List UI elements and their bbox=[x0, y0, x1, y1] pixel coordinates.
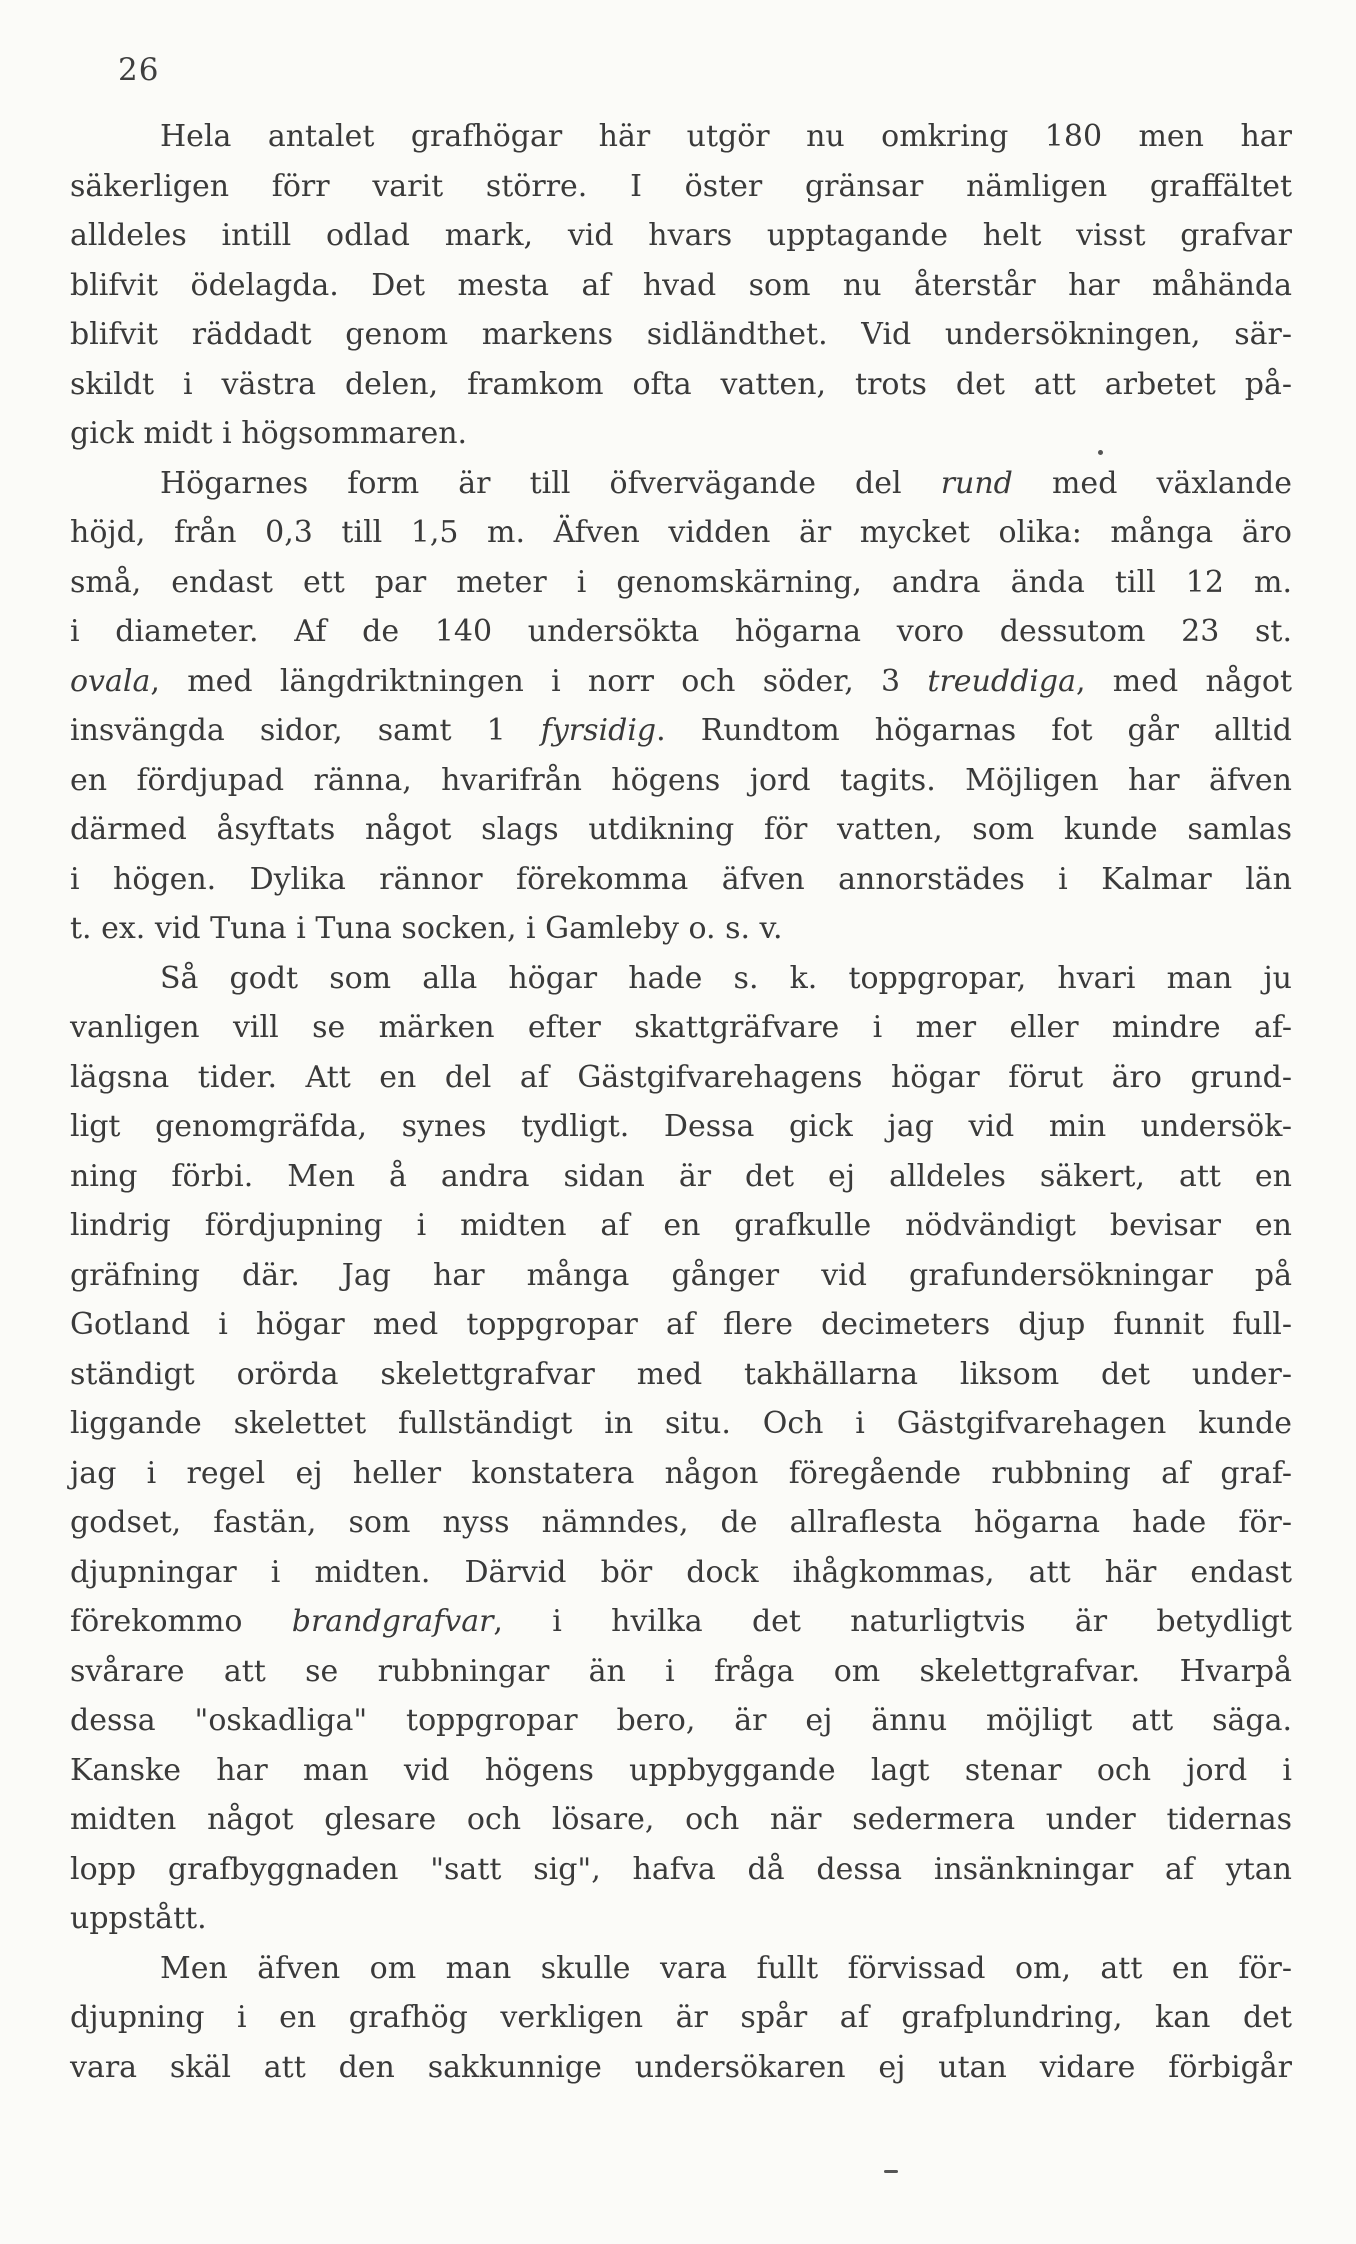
text-line bbox=[70, 706, 1292, 756]
text-line: blifvit räddadt genom markens sidländthet. Vid undersökningen, sär- bbox=[70, 317, 1292, 352]
ink-speck bbox=[1098, 450, 1103, 455]
text-line: Gotland i högar med toppgropar af flere decimeters djup funnit full- bbox=[70, 1307, 1292, 1342]
text-line: Hela antalet grafhögar här utgör nu omkring 180 men har bbox=[160, 119, 1292, 154]
text-line: gräfning där. Jag har många gånger vid grafundersökningar på bbox=[70, 1257, 1292, 1293]
text-segment: . Rundtom högarnas fot går alltid bbox=[656, 713, 1292, 748]
text-segment: med växlande bbox=[1012, 465, 1293, 501]
text-line: Men äfven om man skulle vara fullt förvissad om, att en för- bbox=[160, 1950, 1292, 1986]
text-line: djupning i en grafhög verkligen är spår af grafplundring, kan det bbox=[70, 2000, 1292, 2035]
text-line: svårare att se rubbningar än i fråga om skelettgrafvar. Hvarpå bbox=[70, 1653, 1292, 1689]
text-line: säkerligen förr varit större. I öster gränsar nämligen graffältet bbox=[70, 168, 1292, 204]
text-line: ligt genomgräfda, synes tydligt. Dessa gick jag vid min undersök- bbox=[70, 1109, 1292, 1144]
text-line: Så godt som alla högar hade s. k. toppgropar, hvari man ju bbox=[160, 960, 1292, 996]
text-segment: , med något bbox=[1075, 663, 1292, 699]
italic-term: ovala bbox=[70, 663, 151, 699]
text-line: en fördjupad ränna, hvarifrån högens jord tagits. Möjligen har äfven bbox=[70, 762, 1292, 798]
text-line: lopp grafbyggnaden "satt sig", hafva då dessa insänkningar af ytan bbox=[70, 1851, 1292, 1887]
text-line: gick midt i högsommaren. bbox=[70, 416, 468, 451]
text-line: dessa "oskadliga" toppgropar bero, är ej ännu möjligt att säga. bbox=[70, 1703, 1292, 1738]
text-line: skildt i västra delen, framkom ofta vatten, trots det att arbetet på- bbox=[70, 366, 1292, 402]
ink-speck bbox=[884, 2170, 898, 2173]
text-line bbox=[70, 657, 1292, 707]
text-line: alldeles intill odlad mark, vid hvars upptagande helt visst grafvar bbox=[70, 218, 1292, 253]
text-line: lägsna tider. Att en del af Gästgifvarehagens högar förut äro grund- bbox=[70, 1059, 1292, 1095]
text-line: liggande skelettet fullständigt in situ. Och i Gästgifvarehagen kunde bbox=[70, 1406, 1292, 1441]
text-segment: , i hvilka det naturligtvis är betydligt bbox=[493, 1604, 1292, 1639]
italic-term: fyrsidig bbox=[540, 713, 657, 748]
text-line: jag i regel ej heller konstatera någon föregående rubbning af graf- bbox=[70, 1455, 1292, 1491]
text-line: därmed åsyftats något slags utdikning för vatten, som kunde samlas bbox=[70, 812, 1292, 847]
text-segment: förekommo bbox=[70, 1604, 292, 1639]
text-line: höjd, från 0,3 till 1,5 m. Äfven vidden är mycket olika: många äro bbox=[70, 515, 1292, 550]
text-line: uppstått. bbox=[70, 1901, 207, 1936]
text-line bbox=[70, 1597, 1292, 1647]
text-line: vara skäl att den sakkunnige undersökaren ej utan vidare förbigår bbox=[70, 2049, 1292, 2085]
italic-term: brandgrafvar bbox=[291, 1604, 494, 1639]
text-line: blifvit ödelagda. Det mesta af hvad som nu återstår har måhända bbox=[70, 267, 1292, 303]
text-line: ning förbi. Men å andra sidan är det ej alldeles säkert, att en bbox=[70, 1158, 1292, 1194]
text-segment: , med längdriktningen i norr och söder, 3 bbox=[150, 663, 928, 699]
text-line: i diameter. Af de 140 undersökta högarna voro dessutom 23 st. bbox=[70, 614, 1292, 649]
italic-term: rund bbox=[940, 465, 1013, 501]
text-line: godset, fastän, som nyss nämndes, de allraflesta högarna hade för- bbox=[70, 1505, 1292, 1540]
text-line bbox=[70, 459, 1292, 509]
text-segment: insvängda sidor, samt 1 bbox=[70, 713, 541, 748]
text-line: t. ex. vid Tuna i Tuna socken, i Gamleby o. s. v. bbox=[70, 911, 783, 946]
text-line: Kanske har man vid högens uppbyggande lagt stenar och jord i bbox=[70, 1752, 1292, 1788]
page-number: 26 bbox=[118, 52, 160, 88]
text-line: lindrig fördjupning i midten af en grafkulle nödvändigt bevisar en bbox=[70, 1208, 1292, 1243]
text-line: ständigt orörda skelettgrafvar med takhällarna liksom det under- bbox=[70, 1356, 1292, 1392]
italic-term: treuddiga bbox=[927, 663, 1076, 699]
text-line: midten något glesare och lösare, och när sedermera under tidernas bbox=[70, 1802, 1292, 1837]
text-line: i högen. Dylika rännor förekomma äfven annorstädes i Kalmar län bbox=[70, 861, 1292, 897]
text-line: djupningar i midten. Därvid bör dock ihågkommas, att här endast bbox=[70, 1554, 1292, 1590]
body-text bbox=[70, 112, 1292, 2092]
text-line: små, endast ett par meter i genomskärning, andra ända till 12 m. bbox=[70, 564, 1292, 600]
text-line: vanligen vill se märken efter skattgräfvare i mer eller mindre af- bbox=[70, 1010, 1292, 1045]
text-segment: Högarnes form är till öfvervägande del bbox=[160, 465, 941, 501]
